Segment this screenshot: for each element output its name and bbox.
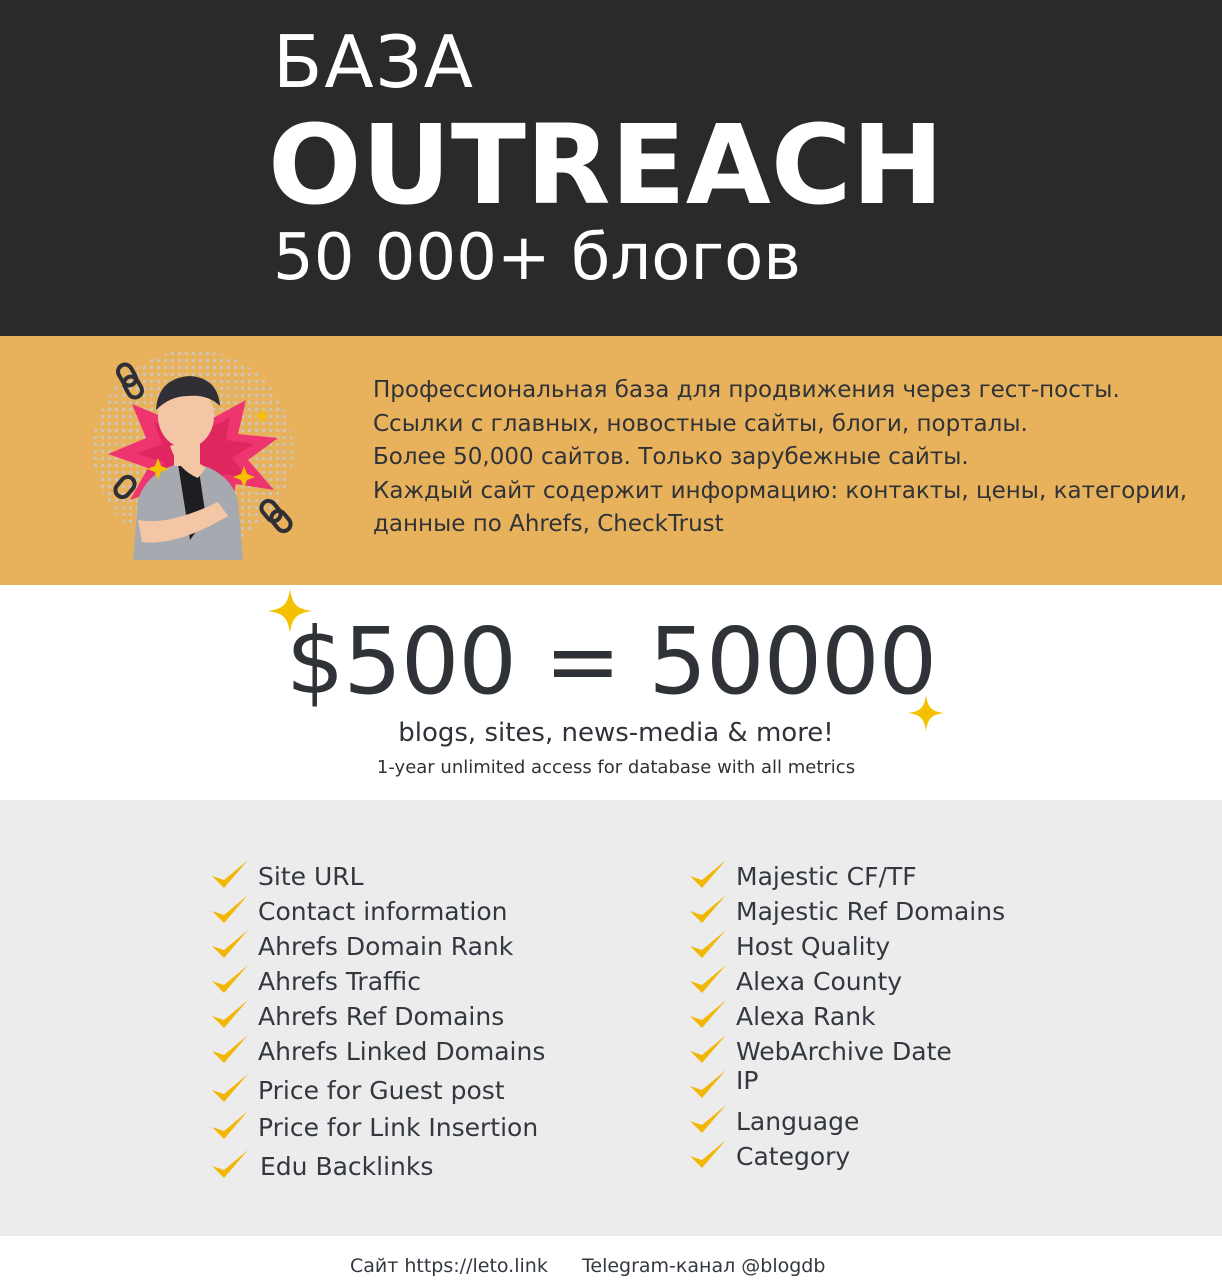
- description-band: [0, 336, 1222, 585]
- features-section: [0, 800, 1222, 1236]
- check-icon: [688, 893, 728, 929]
- feature-label: Category: [736, 1142, 851, 1171]
- check-icon: [688, 928, 728, 964]
- feature-label: Alexa County: [736, 967, 903, 996]
- feature-label: Alexa Rank: [736, 1002, 876, 1031]
- description-text: [373, 374, 1193, 542]
- feature-label: Ahrefs Traffic: [258, 967, 421, 996]
- check-icon: [210, 1109, 250, 1145]
- check-icon: [688, 998, 728, 1034]
- check-icon: [210, 1148, 250, 1184]
- check-icon: [688, 1068, 728, 1104]
- price-headline: $500 = 50000: [285, 608, 937, 715]
- check-icon: [210, 1033, 250, 1069]
- feature-label: Majestic CF/TF: [736, 862, 917, 891]
- check-icon: [688, 1103, 728, 1139]
- feature-label: Ahrefs Ref Domains: [258, 1002, 505, 1031]
- thinking-man-illustration: [78, 350, 308, 570]
- site-link[interactable]: Сайт https://leto.link: [350, 1255, 548, 1277]
- title-blog-count: 50 000+ блогов: [273, 221, 801, 295]
- feature-label: Host Quality: [736, 932, 891, 961]
- description-line: Ссылки с главных, новостные сайты, блоги, порталы.: [373, 410, 1028, 437]
- offer-subtitle: blogs, sites, news-media & more!: [398, 718, 834, 748]
- title-line-1: БАЗА: [273, 20, 476, 104]
- check-icon: [210, 893, 250, 929]
- feature-label: Price for Link Insertion: [258, 1113, 539, 1142]
- check-icon: [688, 858, 728, 894]
- check-icon: [210, 963, 250, 999]
- check-icon: [688, 1033, 728, 1069]
- check-icon: [210, 858, 250, 894]
- feature-label: WebArchive Date: [736, 1037, 952, 1066]
- feature-label: Contact information: [258, 897, 508, 926]
- check-icon: [688, 1138, 728, 1174]
- offer-note: 1-year unlimited access for database with all metrics: [376, 757, 856, 778]
- feature-label: Edu Backlinks: [260, 1152, 434, 1181]
- feature-label: Site URL: [258, 862, 364, 891]
- feature-label: Ahrefs Linked Domains: [258, 1037, 546, 1066]
- description-line: данные по Ahrefs, CheckTrust: [373, 511, 724, 537]
- feature-label: IP: [736, 1066, 759, 1095]
- feature-label: Majestic Ref Domains: [736, 897, 1006, 926]
- title-outreach: OUTREACH: [268, 101, 944, 229]
- description-line: Профессиональная база для продвижения через гест-посты.: [373, 377, 1120, 403]
- feature-label: Ahrefs Domain Rank: [258, 932, 514, 961]
- feature-label: Price for Guest post: [258, 1076, 505, 1105]
- check-icon: [688, 963, 728, 999]
- header-banner: [0, 0, 1222, 336]
- feature-label: Language: [736, 1107, 860, 1136]
- description-line: Каждый сайт содержит информацию: контакты, цены, категории,: [373, 477, 1188, 504]
- offer-section: [0, 585, 1222, 800]
- footer: [0, 1236, 1222, 1280]
- check-icon: [210, 928, 250, 964]
- telegram-link[interactable]: Telegram-канал @blogdb: [582, 1255, 826, 1277]
- check-icon: [210, 998, 250, 1034]
- check-icon: [210, 1072, 250, 1108]
- description-line: Более 50,000 сайтов. Только зарубежные сайты.: [373, 444, 969, 470]
